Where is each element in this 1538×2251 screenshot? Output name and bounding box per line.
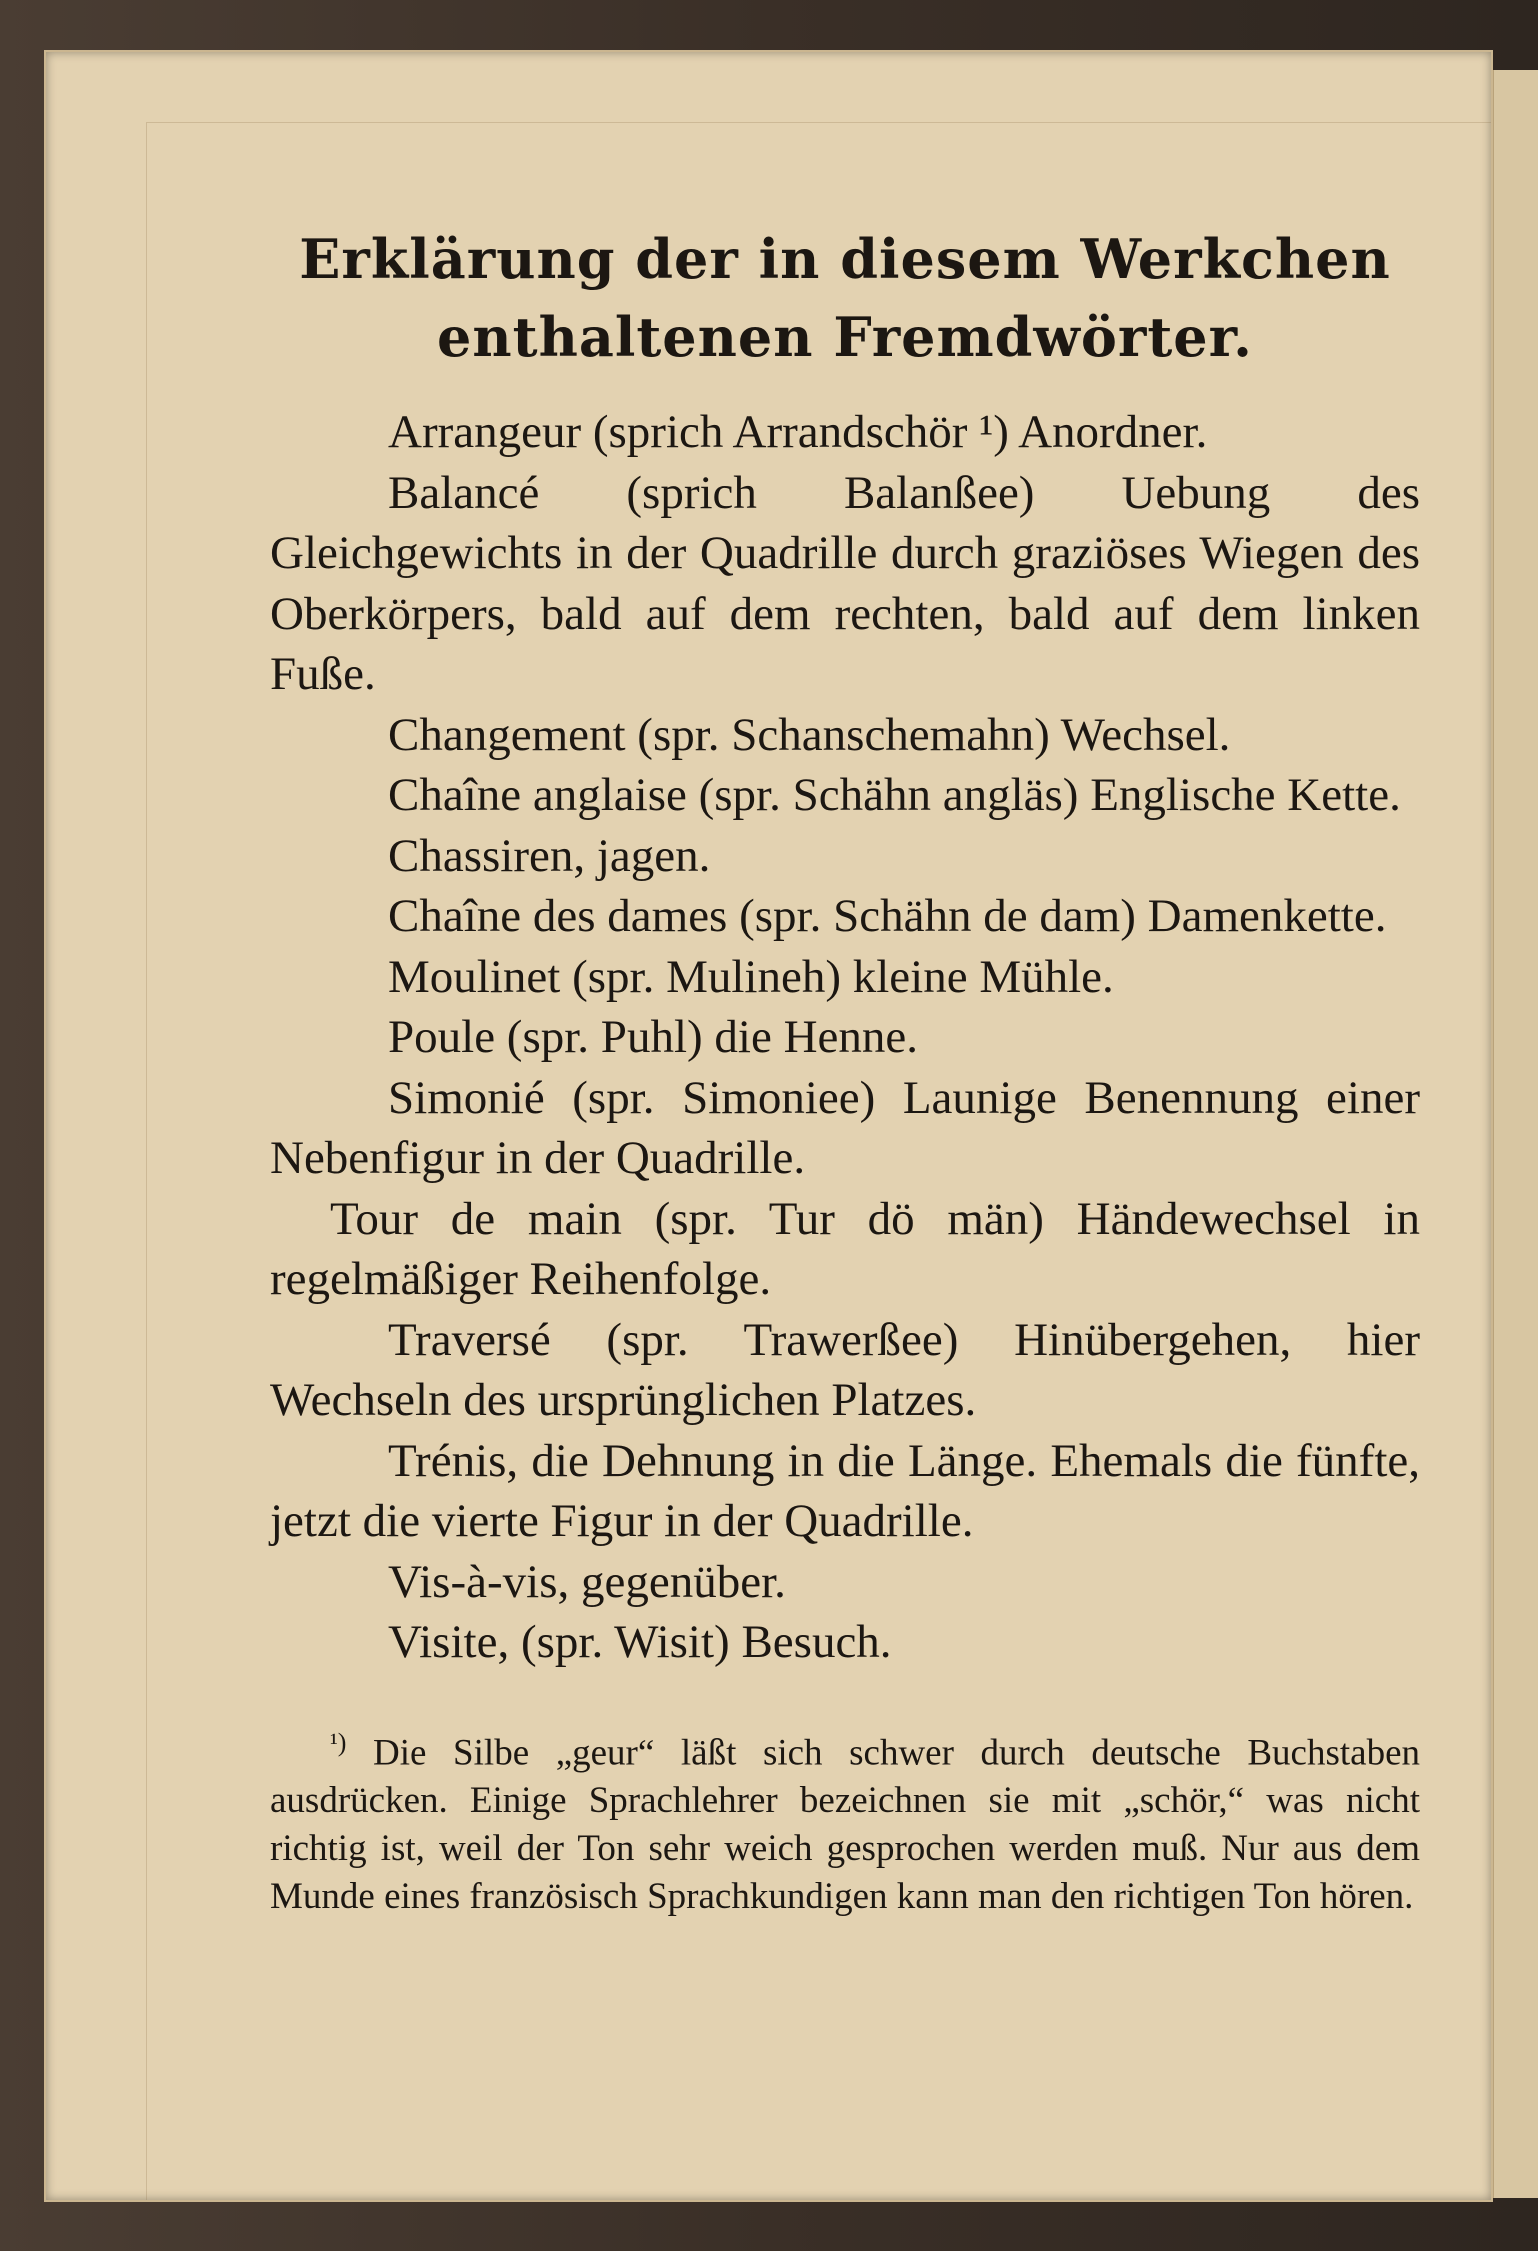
- page-content: [270, 220, 1420, 1921]
- footnote-marker: ¹): [330, 1727, 347, 1757]
- glossary-entry: Tour de main (spr. Tur dö män) Händewechsel in regelmäßiger Reihenfolge.: [270, 1192, 1420, 1305]
- glossary-entry: Traversé (spr. Trawerßee) Hinübergehen, hier Wechseln des ursprünglichen Platzes.: [270, 1313, 1420, 1426]
- title-line-1: Erklärung der in diesem Werkchen: [299, 227, 1391, 291]
- footnote-text: Die Silbe „geur“ läßt sich schwer durch deutsche Buchstaben ausdrücken. Einige Sprachlehrer bezeichnen sie mit „schör,“ was nicht richtig ist, weil der Ton sehr weich gesprochen werden muß. Nur aus dem Munde eines französisch Sprachkundigen kann man den richtigen Ton hören.: [270, 1731, 1420, 1917]
- glossary-entry: Arrangeur (sprich Arrandschör ¹) Anordner.: [388, 406, 1208, 458]
- glossary-entry: Trénis, die Dehnung in die Länge. Ehemals die fünfte, jetzt die vierte Figur in der Quadrille.: [270, 1434, 1420, 1547]
- glossary-entry: Changement (spr. Schanschemahn) Wechsel.: [388, 708, 1231, 761]
- glossary-entry: Chaîne des dames (spr. Schähn de dam) Damenkette.: [388, 890, 1387, 942]
- glossary-list: [270, 402, 1420, 1673]
- glossary-entry: Vis-à-vis, gegenüber.: [388, 1555, 786, 1608]
- page-title: [270, 220, 1420, 376]
- next-page-edge: [1492, 70, 1538, 2198]
- glossary-entry: Balancé (sprich Balanßee) Uebung des Gleichgewichts in der Quadrille durch graziöses Wiegen des Oberkörpers, bald auf dem rechten, bald auf dem linken Fuße.: [270, 466, 1420, 700]
- glossary-entry: Chassiren, jagen.: [388, 829, 711, 882]
- glossary-entry: Chaîne anglaise (spr. Schähn angläs) Englische Kette.: [388, 769, 1401, 821]
- glossary-entry: Simonié (spr. Simoniee) Launige Benennung einer Nebenfigur in der Quadrille.: [270, 1071, 1420, 1184]
- glossary-entry: Poule (spr. Puhl) die Henne.: [388, 1011, 918, 1063]
- title-line-2: enthaltenen Fremdwörter.: [437, 305, 1253, 369]
- glossary-entry: Moulinet (spr. Mulineh) kleine Mühle.: [388, 950, 1114, 1003]
- glossary-entry: Visite, (spr. Wisit) Besuch.: [388, 1616, 892, 1668]
- footnote: [270, 1719, 1420, 1921]
